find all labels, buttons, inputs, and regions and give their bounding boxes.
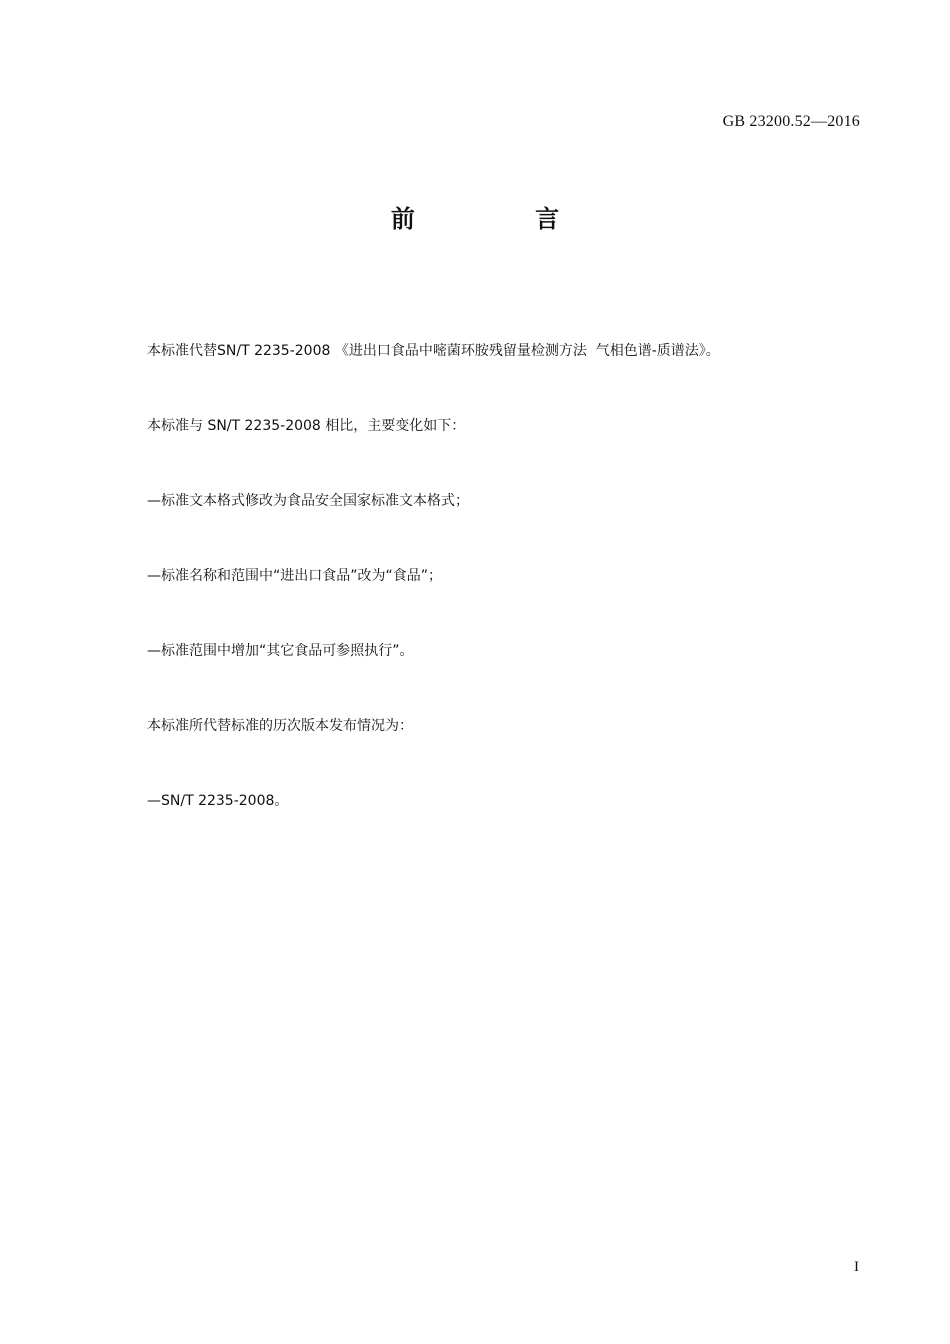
list-item-format-change: —标准文本格式修改为食品安全国家标准文本格式； bbox=[147, 493, 469, 509]
page-number: I bbox=[854, 1259, 859, 1275]
list-item-previous-version: —SN/T 2235-2008。 bbox=[147, 793, 289, 809]
page-title: 前 言 bbox=[390, 205, 616, 233]
list-item-name-scope-change: —标准名称和范围中“进出口食品”改为“食品”； bbox=[147, 568, 443, 584]
paragraph-changes-intro: 本标准与 SN/T 2235-2008 相比，主要变化如下： bbox=[147, 418, 466, 434]
paragraph-replacement-statement: 本标准代替SN/T 2235-2008 《进出口食品中嘧菌环胺残留量检测方法 气相色谱-质谱法》。 bbox=[147, 343, 720, 359]
foreword-body bbox=[147, 289, 859, 839]
paragraph-history-intro: 本标准所代替标准的历次版本发布情况为： bbox=[147, 718, 413, 734]
standard-number: GB 23200.52—2016 bbox=[722, 113, 860, 130]
list-item-scope-addition: —标准范围中增加“其它食品可参照执行”。 bbox=[147, 643, 414, 659]
